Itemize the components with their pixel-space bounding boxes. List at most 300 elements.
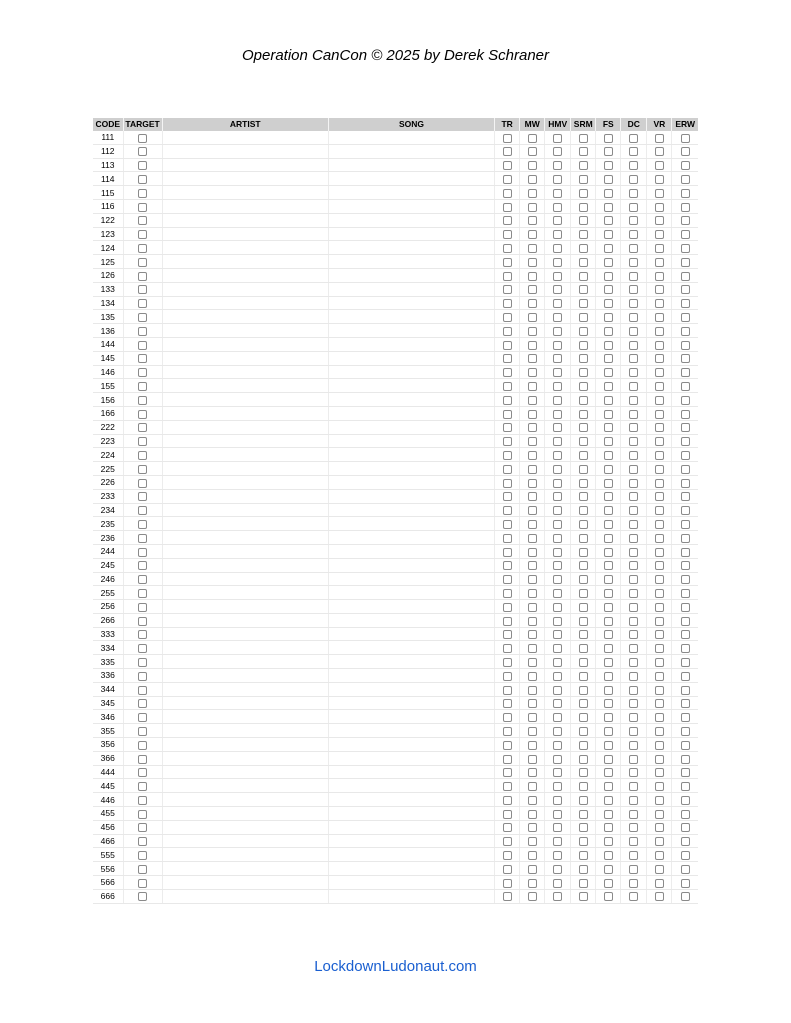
store-checkbox-hmv[interactable] — [553, 823, 562, 832]
store-checkbox-erw[interactable] — [681, 396, 690, 405]
target-checkbox[interactable] — [138, 534, 147, 543]
store-checkbox-dc[interactable] — [629, 382, 638, 391]
song-cell[interactable] — [328, 172, 494, 186]
artist-cell[interactable] — [162, 186, 328, 200]
store-checkbox-vr[interactable] — [655, 368, 664, 377]
artist-cell[interactable] — [162, 834, 328, 848]
song-cell[interactable] — [328, 448, 494, 462]
song-cell[interactable] — [328, 779, 494, 793]
target-checkbox[interactable] — [138, 368, 147, 377]
store-checkbox-mw[interactable] — [528, 382, 537, 391]
artist-cell[interactable] — [162, 820, 328, 834]
store-checkbox-srm[interactable] — [579, 782, 588, 791]
store-checkbox-dc[interactable] — [629, 892, 638, 901]
store-checkbox-erw[interactable] — [681, 837, 690, 846]
store-checkbox-srm[interactable] — [579, 216, 588, 225]
store-checkbox-tr[interactable] — [503, 492, 512, 501]
store-checkbox-erw[interactable] — [681, 285, 690, 294]
store-checkbox-mw[interactable] — [528, 713, 537, 722]
store-checkbox-erw[interactable] — [681, 368, 690, 377]
target-checkbox[interactable] — [138, 313, 147, 322]
store-checkbox-hmv[interactable] — [553, 216, 562, 225]
artist-cell[interactable] — [162, 213, 328, 227]
store-checkbox-hmv[interactable] — [553, 672, 562, 681]
song-cell[interactable] — [328, 724, 494, 738]
store-checkbox-mw[interactable] — [528, 644, 537, 653]
store-checkbox-dc[interactable] — [629, 755, 638, 764]
artist-cell[interactable] — [162, 544, 328, 558]
store-checkbox-hmv[interactable] — [553, 258, 562, 267]
store-checkbox-erw[interactable] — [681, 672, 690, 681]
store-checkbox-vr[interactable] — [655, 713, 664, 722]
store-checkbox-mw[interactable] — [528, 686, 537, 695]
store-checkbox-mw[interactable] — [528, 230, 537, 239]
target-checkbox[interactable] — [138, 396, 147, 405]
store-checkbox-dc[interactable] — [629, 658, 638, 667]
store-checkbox-mw[interactable] — [528, 396, 537, 405]
store-checkbox-erw[interactable] — [681, 410, 690, 419]
target-checkbox[interactable] — [138, 603, 147, 612]
store-checkbox-srm[interactable] — [579, 285, 588, 294]
song-cell[interactable] — [328, 268, 494, 282]
artist-cell[interactable] — [162, 641, 328, 655]
store-checkbox-srm[interactable] — [579, 161, 588, 170]
song-cell[interactable] — [328, 807, 494, 821]
target-checkbox[interactable] — [138, 147, 147, 156]
song-cell[interactable] — [328, 848, 494, 862]
song-cell[interactable] — [328, 186, 494, 200]
target-checkbox[interactable] — [138, 230, 147, 239]
artist-cell[interactable] — [162, 420, 328, 434]
store-checkbox-mw[interactable] — [528, 506, 537, 515]
store-checkbox-vr[interactable] — [655, 644, 664, 653]
target-checkbox[interactable] — [138, 244, 147, 253]
store-checkbox-vr[interactable] — [655, 479, 664, 488]
store-checkbox-erw[interactable] — [681, 741, 690, 750]
artist-cell[interactable] — [162, 517, 328, 531]
store-checkbox-srm[interactable] — [579, 175, 588, 184]
store-checkbox-hmv[interactable] — [553, 630, 562, 639]
store-checkbox-hmv[interactable] — [553, 879, 562, 888]
song-cell[interactable] — [328, 613, 494, 627]
target-checkbox[interactable] — [138, 713, 147, 722]
store-checkbox-srm[interactable] — [579, 534, 588, 543]
store-checkbox-hmv[interactable] — [553, 548, 562, 557]
target-checkbox[interactable] — [138, 451, 147, 460]
store-checkbox-mw[interactable] — [528, 589, 537, 598]
artist-cell[interactable] — [162, 627, 328, 641]
store-checkbox-fs[interactable] — [604, 520, 613, 529]
target-checkbox[interactable] — [138, 782, 147, 791]
store-checkbox-srm[interactable] — [579, 230, 588, 239]
store-checkbox-tr[interactable] — [503, 437, 512, 446]
store-checkbox-dc[interactable] — [629, 672, 638, 681]
artist-cell[interactable] — [162, 131, 328, 144]
song-cell[interactable] — [328, 351, 494, 365]
store-checkbox-fs[interactable] — [604, 630, 613, 639]
store-checkbox-hmv[interactable] — [553, 686, 562, 695]
artist-cell[interactable] — [162, 793, 328, 807]
store-checkbox-hmv[interactable] — [553, 617, 562, 626]
store-checkbox-hmv[interactable] — [553, 396, 562, 405]
song-cell[interactable] — [328, 489, 494, 503]
store-checkbox-srm[interactable] — [579, 892, 588, 901]
store-checkbox-tr[interactable] — [503, 589, 512, 598]
store-checkbox-tr[interactable] — [503, 768, 512, 777]
store-checkbox-tr[interactable] — [503, 299, 512, 308]
store-checkbox-srm[interactable] — [579, 479, 588, 488]
song-cell[interactable] — [328, 213, 494, 227]
store-checkbox-erw[interactable] — [681, 313, 690, 322]
store-checkbox-hmv[interactable] — [553, 230, 562, 239]
store-checkbox-fs[interactable] — [604, 658, 613, 667]
target-checkbox[interactable] — [138, 589, 147, 598]
store-checkbox-fs[interactable] — [604, 396, 613, 405]
song-cell[interactable] — [328, 199, 494, 213]
song-cell[interactable] — [328, 462, 494, 476]
store-checkbox-hmv[interactable] — [553, 589, 562, 598]
store-checkbox-mw[interactable] — [528, 520, 537, 529]
store-checkbox-srm[interactable] — [579, 810, 588, 819]
store-checkbox-tr[interactable] — [503, 879, 512, 888]
target-checkbox[interactable] — [138, 134, 147, 143]
store-checkbox-tr[interactable] — [503, 741, 512, 750]
store-checkbox-mw[interactable] — [528, 727, 537, 736]
store-checkbox-srm[interactable] — [579, 851, 588, 860]
store-checkbox-fs[interactable] — [604, 575, 613, 584]
store-checkbox-fs[interactable] — [604, 713, 613, 722]
store-checkbox-fs[interactable] — [604, 230, 613, 239]
store-checkbox-vr[interactable] — [655, 741, 664, 750]
store-checkbox-fs[interactable] — [604, 686, 613, 695]
store-checkbox-mw[interactable] — [528, 630, 537, 639]
store-checkbox-dc[interactable] — [629, 272, 638, 281]
store-checkbox-hmv[interactable] — [553, 741, 562, 750]
song-cell[interactable] — [328, 379, 494, 393]
store-checkbox-tr[interactable] — [503, 810, 512, 819]
store-checkbox-erw[interactable] — [681, 644, 690, 653]
target-checkbox[interactable] — [138, 548, 147, 557]
artist-cell[interactable] — [162, 724, 328, 738]
store-checkbox-srm[interactable] — [579, 368, 588, 377]
store-checkbox-fs[interactable] — [604, 561, 613, 570]
store-checkbox-fs[interactable] — [604, 272, 613, 281]
store-checkbox-mw[interactable] — [528, 837, 537, 846]
store-checkbox-srm[interactable] — [579, 244, 588, 253]
store-checkbox-mw[interactable] — [528, 796, 537, 805]
store-checkbox-tr[interactable] — [503, 713, 512, 722]
store-checkbox-srm[interactable] — [579, 299, 588, 308]
store-checkbox-mw[interactable] — [528, 423, 537, 432]
artist-cell[interactable] — [162, 710, 328, 724]
artist-cell[interactable] — [162, 696, 328, 710]
store-checkbox-vr[interactable] — [655, 203, 664, 212]
store-checkbox-tr[interactable] — [503, 520, 512, 529]
store-checkbox-mw[interactable] — [528, 617, 537, 626]
store-checkbox-vr[interactable] — [655, 837, 664, 846]
store-checkbox-dc[interactable] — [629, 768, 638, 777]
artist-cell[interactable] — [162, 268, 328, 282]
store-checkbox-mw[interactable] — [528, 575, 537, 584]
store-checkbox-tr[interactable] — [503, 203, 512, 212]
store-checkbox-fs[interactable] — [604, 837, 613, 846]
store-checkbox-erw[interactable] — [681, 258, 690, 267]
store-checkbox-dc[interactable] — [629, 203, 638, 212]
store-checkbox-fs[interactable] — [604, 147, 613, 156]
store-checkbox-dc[interactable] — [629, 492, 638, 501]
store-checkbox-erw[interactable] — [681, 603, 690, 612]
target-checkbox[interactable] — [138, 492, 147, 501]
artist-cell[interactable] — [162, 296, 328, 310]
store-checkbox-vr[interactable] — [655, 630, 664, 639]
store-checkbox-srm[interactable] — [579, 382, 588, 391]
store-checkbox-dc[interactable] — [629, 437, 638, 446]
store-checkbox-tr[interactable] — [503, 658, 512, 667]
store-checkbox-erw[interactable] — [681, 134, 690, 143]
store-checkbox-dc[interactable] — [629, 299, 638, 308]
store-checkbox-fs[interactable] — [604, 203, 613, 212]
target-checkbox[interactable] — [138, 272, 147, 281]
store-checkbox-erw[interactable] — [681, 423, 690, 432]
store-checkbox-srm[interactable] — [579, 658, 588, 667]
store-checkbox-dc[interactable] — [629, 699, 638, 708]
store-checkbox-dc[interactable] — [629, 630, 638, 639]
store-checkbox-srm[interactable] — [579, 327, 588, 336]
target-checkbox[interactable] — [138, 879, 147, 888]
artist-cell[interactable] — [162, 434, 328, 448]
store-checkbox-erw[interactable] — [681, 189, 690, 198]
store-checkbox-erw[interactable] — [681, 851, 690, 860]
song-cell[interactable] — [328, 144, 494, 158]
store-checkbox-erw[interactable] — [681, 686, 690, 695]
store-checkbox-erw[interactable] — [681, 630, 690, 639]
song-cell[interactable] — [328, 669, 494, 683]
store-checkbox-fs[interactable] — [604, 327, 613, 336]
store-checkbox-dc[interactable] — [629, 741, 638, 750]
store-checkbox-srm[interactable] — [579, 630, 588, 639]
store-checkbox-dc[interactable] — [629, 230, 638, 239]
store-checkbox-vr[interactable] — [655, 285, 664, 294]
artist-cell[interactable] — [162, 489, 328, 503]
artist-cell[interactable] — [162, 572, 328, 586]
store-checkbox-fs[interactable] — [604, 410, 613, 419]
store-checkbox-srm[interactable] — [579, 341, 588, 350]
store-checkbox-srm[interactable] — [579, 644, 588, 653]
store-checkbox-tr[interactable] — [503, 134, 512, 143]
store-checkbox-dc[interactable] — [629, 644, 638, 653]
store-checkbox-hmv[interactable] — [553, 451, 562, 460]
song-cell[interactable] — [328, 531, 494, 545]
store-checkbox-hmv[interactable] — [553, 299, 562, 308]
store-checkbox-hmv[interactable] — [553, 189, 562, 198]
footer-link[interactable]: LockdownLudonaut.com — [314, 958, 477, 975]
store-checkbox-fs[interactable] — [604, 810, 613, 819]
song-cell[interactable] — [328, 365, 494, 379]
store-checkbox-hmv[interactable] — [553, 410, 562, 419]
store-checkbox-fs[interactable] — [604, 423, 613, 432]
artist-cell[interactable] — [162, 807, 328, 821]
store-checkbox-vr[interactable] — [655, 520, 664, 529]
store-checkbox-mw[interactable] — [528, 755, 537, 764]
store-checkbox-hmv[interactable] — [553, 341, 562, 350]
store-checkbox-tr[interactable] — [503, 368, 512, 377]
song-cell[interactable] — [328, 406, 494, 420]
store-checkbox-tr[interactable] — [503, 892, 512, 901]
store-checkbox-srm[interactable] — [579, 727, 588, 736]
artist-cell[interactable] — [162, 669, 328, 683]
store-checkbox-vr[interactable] — [655, 548, 664, 557]
target-checkbox[interactable] — [138, 258, 147, 267]
store-checkbox-mw[interactable] — [528, 865, 537, 874]
artist-cell[interactable] — [162, 779, 328, 793]
artist-cell[interactable] — [162, 889, 328, 903]
store-checkbox-mw[interactable] — [528, 285, 537, 294]
store-checkbox-vr[interactable] — [655, 216, 664, 225]
store-checkbox-tr[interactable] — [503, 189, 512, 198]
store-checkbox-mw[interactable] — [528, 823, 537, 832]
song-cell[interactable] — [328, 158, 494, 172]
target-checkbox[interactable] — [138, 699, 147, 708]
target-checkbox[interactable] — [138, 727, 147, 736]
target-checkbox[interactable] — [138, 285, 147, 294]
song-cell[interactable] — [328, 420, 494, 434]
artist-cell[interactable] — [162, 738, 328, 752]
store-checkbox-mw[interactable] — [528, 851, 537, 860]
store-checkbox-tr[interactable] — [503, 548, 512, 557]
song-cell[interactable] — [328, 434, 494, 448]
store-checkbox-mw[interactable] — [528, 892, 537, 901]
store-checkbox-vr[interactable] — [655, 410, 664, 419]
store-checkbox-hmv[interactable] — [553, 203, 562, 212]
store-checkbox-hmv[interactable] — [553, 147, 562, 156]
store-checkbox-srm[interactable] — [579, 686, 588, 695]
song-cell[interactable] — [328, 558, 494, 572]
store-checkbox-mw[interactable] — [528, 134, 537, 143]
store-checkbox-fs[interactable] — [604, 161, 613, 170]
store-checkbox-fs[interactable] — [604, 699, 613, 708]
target-checkbox[interactable] — [138, 755, 147, 764]
artist-cell[interactable] — [162, 586, 328, 600]
artist-cell[interactable] — [162, 751, 328, 765]
target-checkbox[interactable] — [138, 741, 147, 750]
store-checkbox-vr[interactable] — [655, 244, 664, 253]
store-checkbox-vr[interactable] — [655, 755, 664, 764]
store-checkbox-tr[interactable] — [503, 851, 512, 860]
store-checkbox-vr[interactable] — [655, 423, 664, 432]
store-checkbox-dc[interactable] — [629, 713, 638, 722]
store-checkbox-mw[interactable] — [528, 810, 537, 819]
store-checkbox-mw[interactable] — [528, 341, 537, 350]
store-checkbox-erw[interactable] — [681, 699, 690, 708]
store-checkbox-dc[interactable] — [629, 727, 638, 736]
artist-cell[interactable] — [162, 462, 328, 476]
store-checkbox-vr[interactable] — [655, 396, 664, 405]
store-checkbox-vr[interactable] — [655, 823, 664, 832]
store-checkbox-tr[interactable] — [503, 630, 512, 639]
store-checkbox-erw[interactable] — [681, 437, 690, 446]
store-checkbox-erw[interactable] — [681, 354, 690, 363]
store-checkbox-tr[interactable] — [503, 672, 512, 681]
artist-cell[interactable] — [162, 848, 328, 862]
song-cell[interactable] — [328, 586, 494, 600]
target-checkbox[interactable] — [138, 161, 147, 170]
store-checkbox-vr[interactable] — [655, 161, 664, 170]
song-cell[interactable] — [328, 655, 494, 669]
store-checkbox-erw[interactable] — [681, 892, 690, 901]
song-cell[interactable] — [328, 310, 494, 324]
store-checkbox-mw[interactable] — [528, 216, 537, 225]
store-checkbox-dc[interactable] — [629, 879, 638, 888]
artist-cell[interactable] — [162, 876, 328, 890]
target-checkbox[interactable] — [138, 865, 147, 874]
store-checkbox-erw[interactable] — [681, 548, 690, 557]
store-checkbox-erw[interactable] — [681, 203, 690, 212]
store-checkbox-hmv[interactable] — [553, 837, 562, 846]
song-cell[interactable] — [328, 820, 494, 834]
target-checkbox[interactable] — [138, 768, 147, 777]
store-checkbox-vr[interactable] — [655, 175, 664, 184]
store-checkbox-hmv[interactable] — [553, 285, 562, 294]
store-checkbox-mw[interactable] — [528, 313, 537, 322]
store-checkbox-mw[interactable] — [528, 410, 537, 419]
song-cell[interactable] — [328, 696, 494, 710]
store-checkbox-mw[interactable] — [528, 658, 537, 667]
store-checkbox-fs[interactable] — [604, 823, 613, 832]
store-checkbox-fs[interactable] — [604, 451, 613, 460]
store-checkbox-hmv[interactable] — [553, 658, 562, 667]
store-checkbox-tr[interactable] — [503, 244, 512, 253]
store-checkbox-erw[interactable] — [681, 617, 690, 626]
store-checkbox-fs[interactable] — [604, 865, 613, 874]
target-checkbox[interactable] — [138, 575, 147, 584]
store-checkbox-fs[interactable] — [604, 368, 613, 377]
target-checkbox[interactable] — [138, 658, 147, 667]
song-cell[interactable] — [328, 282, 494, 296]
store-checkbox-srm[interactable] — [579, 603, 588, 612]
store-checkbox-vr[interactable] — [655, 617, 664, 626]
artist-cell[interactable] — [162, 765, 328, 779]
store-checkbox-srm[interactable] — [579, 837, 588, 846]
store-checkbox-dc[interactable] — [629, 548, 638, 557]
store-checkbox-vr[interactable] — [655, 879, 664, 888]
store-checkbox-hmv[interactable] — [553, 423, 562, 432]
store-checkbox-vr[interactable] — [655, 272, 664, 281]
store-checkbox-hmv[interactable] — [553, 354, 562, 363]
store-checkbox-mw[interactable] — [528, 699, 537, 708]
store-checkbox-erw[interactable] — [681, 161, 690, 170]
store-checkbox-hmv[interactable] — [553, 713, 562, 722]
store-checkbox-hmv[interactable] — [553, 327, 562, 336]
store-checkbox-dc[interactable] — [629, 216, 638, 225]
store-checkbox-hmv[interactable] — [553, 755, 562, 764]
store-checkbox-erw[interactable] — [681, 713, 690, 722]
artist-cell[interactable] — [162, 158, 328, 172]
store-checkbox-erw[interactable] — [681, 520, 690, 529]
store-checkbox-tr[interactable] — [503, 796, 512, 805]
store-checkbox-mw[interactable] — [528, 603, 537, 612]
artist-cell[interactable] — [162, 351, 328, 365]
target-checkbox[interactable] — [138, 644, 147, 653]
store-checkbox-dc[interactable] — [629, 313, 638, 322]
store-checkbox-mw[interactable] — [528, 368, 537, 377]
store-checkbox-mw[interactable] — [528, 161, 537, 170]
store-checkbox-erw[interactable] — [681, 382, 690, 391]
store-checkbox-dc[interactable] — [629, 479, 638, 488]
store-checkbox-dc[interactable] — [629, 147, 638, 156]
target-checkbox[interactable] — [138, 299, 147, 308]
store-checkbox-srm[interactable] — [579, 423, 588, 432]
store-checkbox-srm[interactable] — [579, 575, 588, 584]
